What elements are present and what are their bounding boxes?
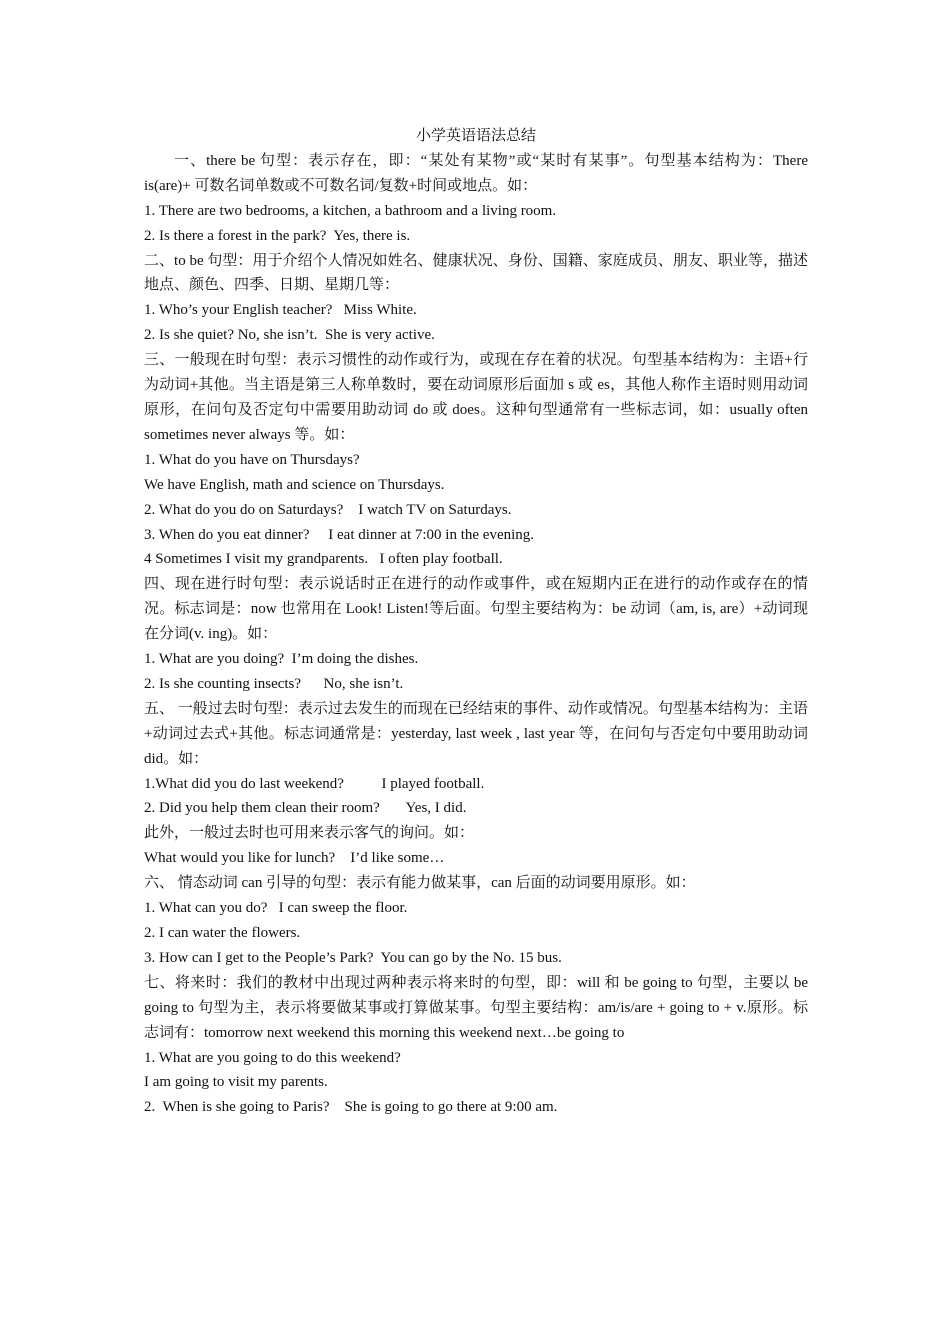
section-4-present-continuous: 四、现在进行时句型：表示说话时正在进行的动作或事件，或在短期内正在进行的动作或存在的情况。标志词是：now 也常用在 Look! Listen!等后面。句型主要结构为：be 动词（am, is, are）+动词现在分词(v. ing)。如： [144,576,808,643]
example-line: 2. Did you help them clean their room? Yes, I did. [144,800,467,817]
example-line: 2. Is she counting insects? No, she isn’t. [144,675,404,692]
document-title: 小学英语语法总结 [415,128,536,144]
example-line: 1. What can you do? I can sweep the floor. [144,900,408,917]
example-line: 1.What did you do last weekend? I played football. [144,775,485,792]
example-line: 3. How can I get to the People’s Park? You can go by the No. 15 bus. [144,949,562,966]
example-line: 2. Is there a forest in the park? Yes, there is. [144,227,411,244]
example-line: 2. When is she going to Paris? She is going to go there at 9:00 am. [144,1099,558,1116]
section-6-modal-can: 六、 情态动词 can 引导的句型：表示有能力做某事，can 后面的动词要用原形。如： [144,875,696,892]
example-line: 4 Sometimes I visit my grandparents. I often play football. [144,551,503,568]
example-line: 2. What do you do on Saturdays? I watch TV on Saturdays. [144,501,512,518]
example-line: I am going to visit my parents. [144,1074,328,1091]
section-2-to-be: 二、to be 句型：用于介绍个人情况如姓名、健康状况、身份、国籍、家庭成员、朋友、职业等，描述地点、颜色、四季、日期、星期几等： [144,252,808,294]
example-line: 2. Is she quiet? No, she isn’t. She is very active. [144,327,435,344]
example-line: We have English, math and science on Thursdays. [144,476,445,493]
section-1-there-be: 一、there be 句型：表示存在，即：“某处有某物”或“某时有某事”。句型基本结构为：There is(are)+ 可数名词单数或不可数名词/复数+时间或地点。如： [144,152,808,194]
example-line: 1. What are you going to do this weekend? [144,1049,401,1066]
example-line: 3. When do you eat dinner? I eat dinner at 7:00 in the evening. [144,526,535,543]
section-5-simple-past: 五、 一般过去时句型：表示过去发生的而现在已经结束的事件、动作或情况。句型基本结构为：主语+动词过去式+其他。标志词通常是：yesterday, last week , last year 等，在问句与否定句中要用助动词 did。如： [144,700,808,767]
section-3-simple-present: 三、一般现在时句型：表示习惯性的动作或行为，或现在存在着的状况。句型基本结构为：主语+行为动词+其他。当主语是第三人称单数时，要在动词原形后面加 s 或 es，其他人称作主语时则用动词原形，在问句及否定句中需要用助动词 do 或 does。这种句型通常有一些标志词，如：usually often sometimes never always 等。如： [144,352,808,443]
example-line: 2. I can water the flowers. [144,925,301,941]
note-line: 此外，一般过去时也可用来表示客气的询问。如： [144,825,475,842]
example-line: 1. There are two bedrooms, a kitchen, a bathroom and a living room. [144,202,557,219]
section-7-future: 七、将来时：我们的教材中出现过两种表示将来时的句型，即：will 和 be going to 句型，主要以 be going to 句型为主，表示将要做某事或打算做某事。句型主要结构：am/is/are + going to + v.原形。标志词有：tomorrow next weekend this morning this weekend next…be going to [144,974,808,1041]
example-line: 1. What do you have on Thursdays? [144,451,360,468]
document-body [144,124,808,1120]
example-line: What would you like for lunch? I’d like some… [144,850,445,867]
example-line: 1. What are you doing? I’m doing the dishes. [144,651,419,668]
example-line: 1. Who’s your English teacher? Miss White. [144,302,417,319]
